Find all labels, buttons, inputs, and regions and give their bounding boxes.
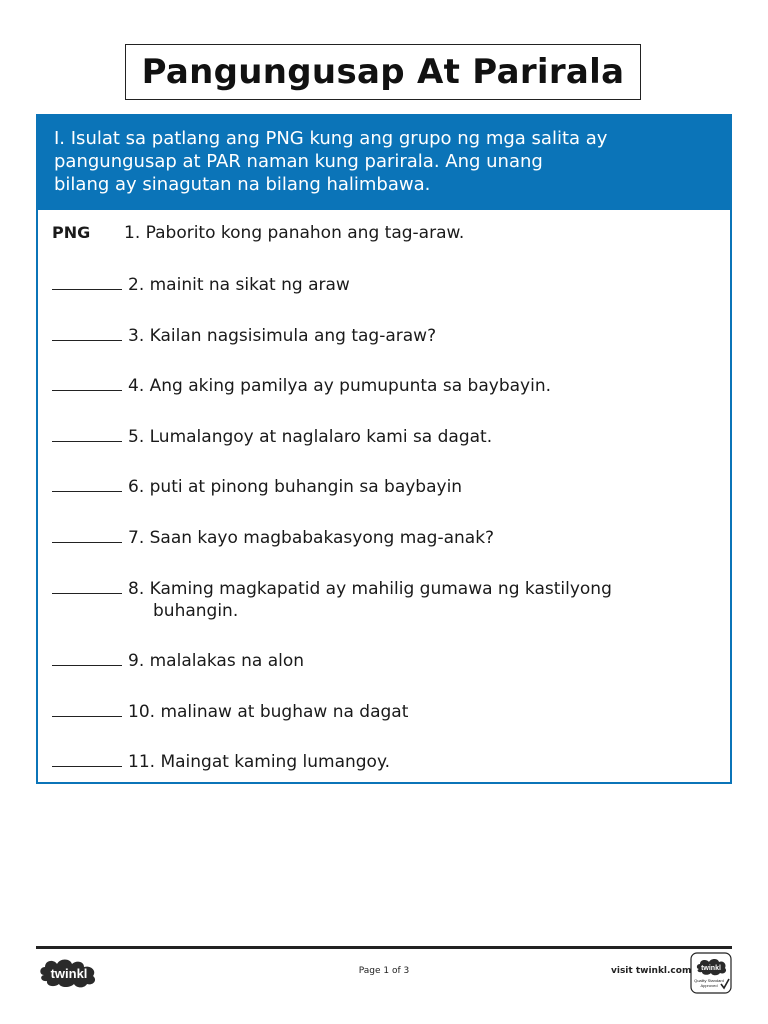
question-text: 5. Lumalangoy at naglalaro kami sa dagat. [128, 427, 493, 447]
question-item [52, 750, 390, 773]
question-text: 4. Ang aking pamilya ay pumupunta sa baybayin. [128, 376, 551, 396]
question-item [52, 425, 492, 448]
question-text: 3. Kailan nagsisimula ang tag-araw? [128, 326, 437, 346]
question-text: 7. Saan kayo magbabakasyong mag-anak? [128, 528, 495, 548]
footer-divider [36, 946, 732, 949]
question-text: 10. malinaw at bughaw na dagat [128, 702, 409, 722]
answer-blank[interactable] [52, 700, 122, 717]
badge-line-2: Approved [700, 983, 718, 988]
question-text: 9. malalakas na alon [128, 651, 305, 671]
badge-brand: twinkl [701, 965, 721, 972]
question-item [52, 649, 304, 672]
answer-blank[interactable] [52, 273, 122, 290]
question-item [52, 700, 408, 723]
visit-link[interactable]: visit twinkl.com [611, 966, 692, 976]
title-box [125, 44, 641, 100]
question-item [52, 475, 462, 498]
answer-blank[interactable] [52, 577, 122, 594]
instruction-line: pangungusap at PAR naman kung parirala. Ang unang [54, 151, 543, 172]
answer-blank[interactable] [52, 526, 122, 543]
question-item [52, 273, 350, 296]
question-item [52, 324, 436, 347]
question-text: 2. mainit na sikat ng araw [128, 275, 350, 295]
page-number: Page 1 of 3 [358, 966, 410, 976]
question-text: 8. Kaming magkapatid ay mahilig gumawa ng kastilyong [128, 579, 612, 599]
question-item [52, 222, 464, 244]
answer-blank[interactable] [52, 649, 122, 666]
answer-blank[interactable] [52, 750, 122, 767]
example-answer: PNG [52, 223, 91, 242]
answer-blank[interactable] [52, 425, 122, 442]
question-text: 6. puti at pinong buhangin sa baybayin [128, 477, 463, 497]
question-item [52, 577, 612, 622]
answer-blank[interactable] [52, 324, 122, 341]
quality-badge-icon [690, 952, 732, 994]
question-text-continued: buhangin. [153, 601, 239, 621]
instruction-banner [38, 116, 730, 210]
worksheet-panel [36, 114, 732, 784]
badge-line-1: Quality Standard [694, 978, 724, 983]
answer-blank[interactable] [52, 475, 122, 492]
question-text: 11. Maingat kaming lumangoy. [128, 752, 390, 772]
question-item [52, 526, 494, 549]
question-item [52, 374, 551, 397]
question-text: 1. Paborito kong panahon ang tag-araw. [124, 223, 465, 243]
answer-blank[interactable] [52, 374, 122, 391]
instruction-line: I. Isulat sa patlang ang PNG kung ang grupo ng mga salita ay [54, 128, 608, 149]
page-title: Pangungusap At Parirala [141, 52, 625, 92]
instruction-line: bilang ay sinagutan na bilang halimbawa. [54, 174, 431, 195]
logo-text: twinkl [50, 966, 88, 981]
